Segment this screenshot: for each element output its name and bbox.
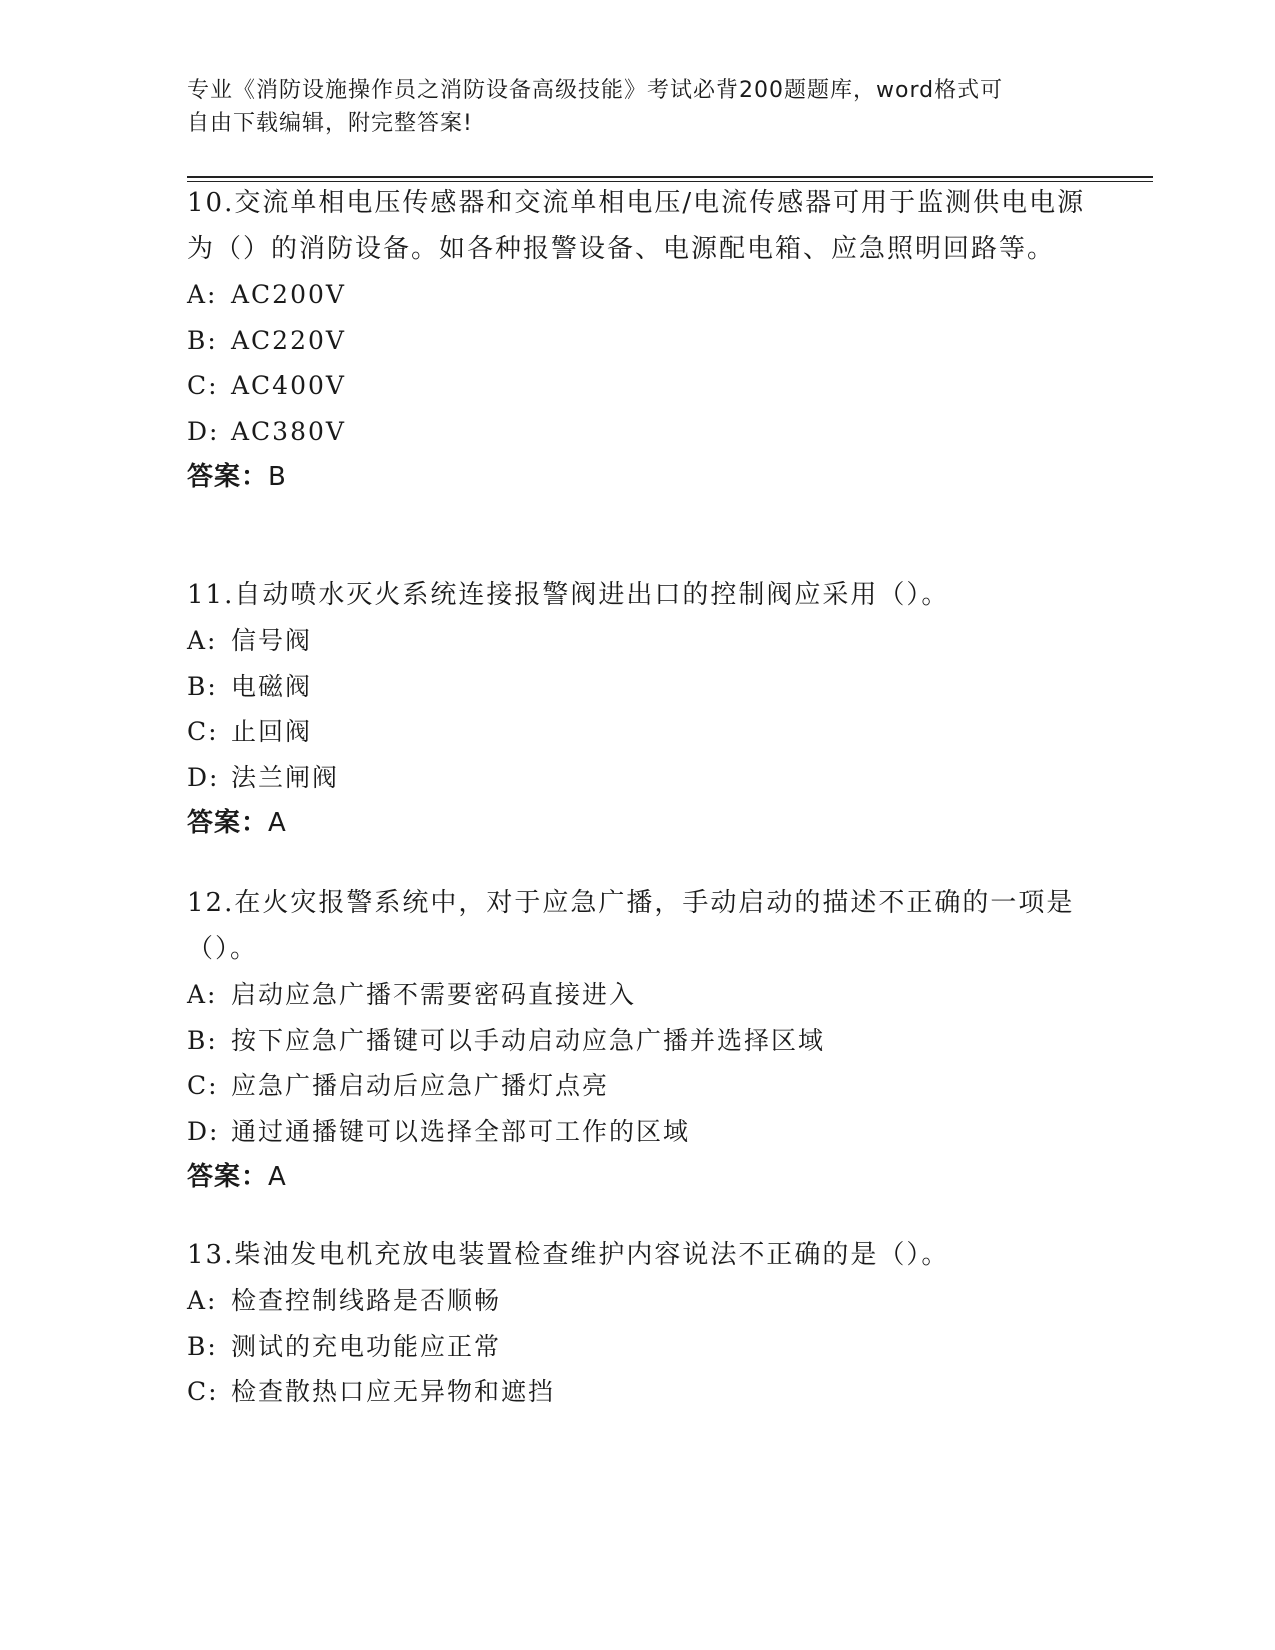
option-b: [187, 318, 1087, 364]
option-c: [187, 363, 1087, 409]
option-text: 应急广播启动后应急广播灯点亮: [231, 1071, 610, 1100]
option-d: [187, 409, 1087, 455]
option-a: [187, 618, 1087, 664]
option-text: AC400V: [231, 371, 346, 400]
question-stem: 11.自动喷水灭火系统连接报警阀进出口的控制阀应采用（）。: [187, 580, 950, 610]
option-a: [187, 972, 1087, 1018]
answer-value: A: [268, 808, 287, 838]
option-key: B:: [187, 1025, 218, 1055]
option-a: [187, 1278, 1087, 1324]
option-text: 信号阀: [231, 626, 313, 655]
option-key: B:: [187, 325, 218, 355]
option-text: AC200V: [231, 280, 346, 309]
document-header: 专业《消防设施操作员之消防设备高级技能》考试必背200题题库，word格式可 自由下载编辑，附完整答案!: [187, 78, 1004, 136]
option-text: 按下应急广播键可以手动启动应急广播并选择区域: [231, 1025, 826, 1055]
option-key: B:: [187, 1331, 218, 1361]
question-12: [187, 880, 1087, 1200]
option-key: C:: [187, 717, 219, 746]
answer-value: B: [268, 462, 287, 492]
answer-line: [187, 1154, 1087, 1200]
question-stem: 13.柴油发电机充放电装置检查维护内容说法不正确的是（）。: [187, 1240, 950, 1270]
option-text: 电磁阀: [231, 671, 313, 701]
option-key: A:: [187, 980, 218, 1009]
answer-label: 答案：: [187, 462, 269, 492]
question-13: [187, 1232, 1087, 1415]
header-rule-thick: [187, 176, 1153, 178]
option-text: AC380V: [231, 416, 346, 446]
option-b: [187, 664, 1087, 710]
option-text: 检查控制线路是否顺畅: [231, 1286, 502, 1315]
option-c: [187, 1063, 1087, 1109]
question-stem: 10.交流单相电压传感器和交流单相电压/电流传感器可用于监测供电电源为（）的消防设备。如各种报警设备、电源配电箱、应急照明回路等。: [187, 188, 1086, 264]
option-text: AC220V: [231, 325, 346, 355]
answer-line: [187, 800, 1087, 846]
option-b: [187, 1324, 1087, 1370]
question-11: [187, 572, 1087, 846]
option-text: 法兰闸阀: [231, 762, 340, 792]
option-a: [187, 272, 1087, 318]
question-stem: 12.在火灾报警系统中，对于应急广播，手动启动的描述不正确的一项是（）。: [187, 888, 1075, 964]
answer-value: A: [268, 1162, 287, 1192]
option-text: 测试的充电功能应正常: [231, 1331, 502, 1361]
answer-line: [187, 454, 1087, 500]
option-text: 通过通播键可以选择全部可工作的区域: [231, 1116, 691, 1146]
option-key: D:: [187, 762, 220, 792]
option-key: C:: [187, 1377, 219, 1406]
answer-label: 答案：: [187, 808, 269, 838]
option-d: [187, 1109, 1087, 1155]
option-key: A:: [187, 1286, 218, 1315]
option-text: 启动应急广播不需要密码直接进入: [231, 980, 637, 1009]
option-b: [187, 1018, 1087, 1064]
option-key: C:: [187, 1071, 219, 1100]
option-text: 检查散热口应无异物和遮挡: [231, 1377, 556, 1406]
answer-label: 答案：: [187, 1162, 269, 1192]
option-key: D:: [187, 1116, 220, 1146]
option-key: D:: [187, 416, 220, 446]
option-c: [187, 709, 1087, 755]
option-d: [187, 755, 1087, 801]
option-key: A:: [187, 280, 218, 309]
option-text: 止回阀: [231, 717, 313, 746]
option-key: C:: [187, 371, 219, 400]
option-key: A:: [187, 626, 218, 655]
option-key: B:: [187, 671, 218, 701]
question-10: [187, 180, 1087, 500]
option-c: [187, 1369, 1087, 1415]
